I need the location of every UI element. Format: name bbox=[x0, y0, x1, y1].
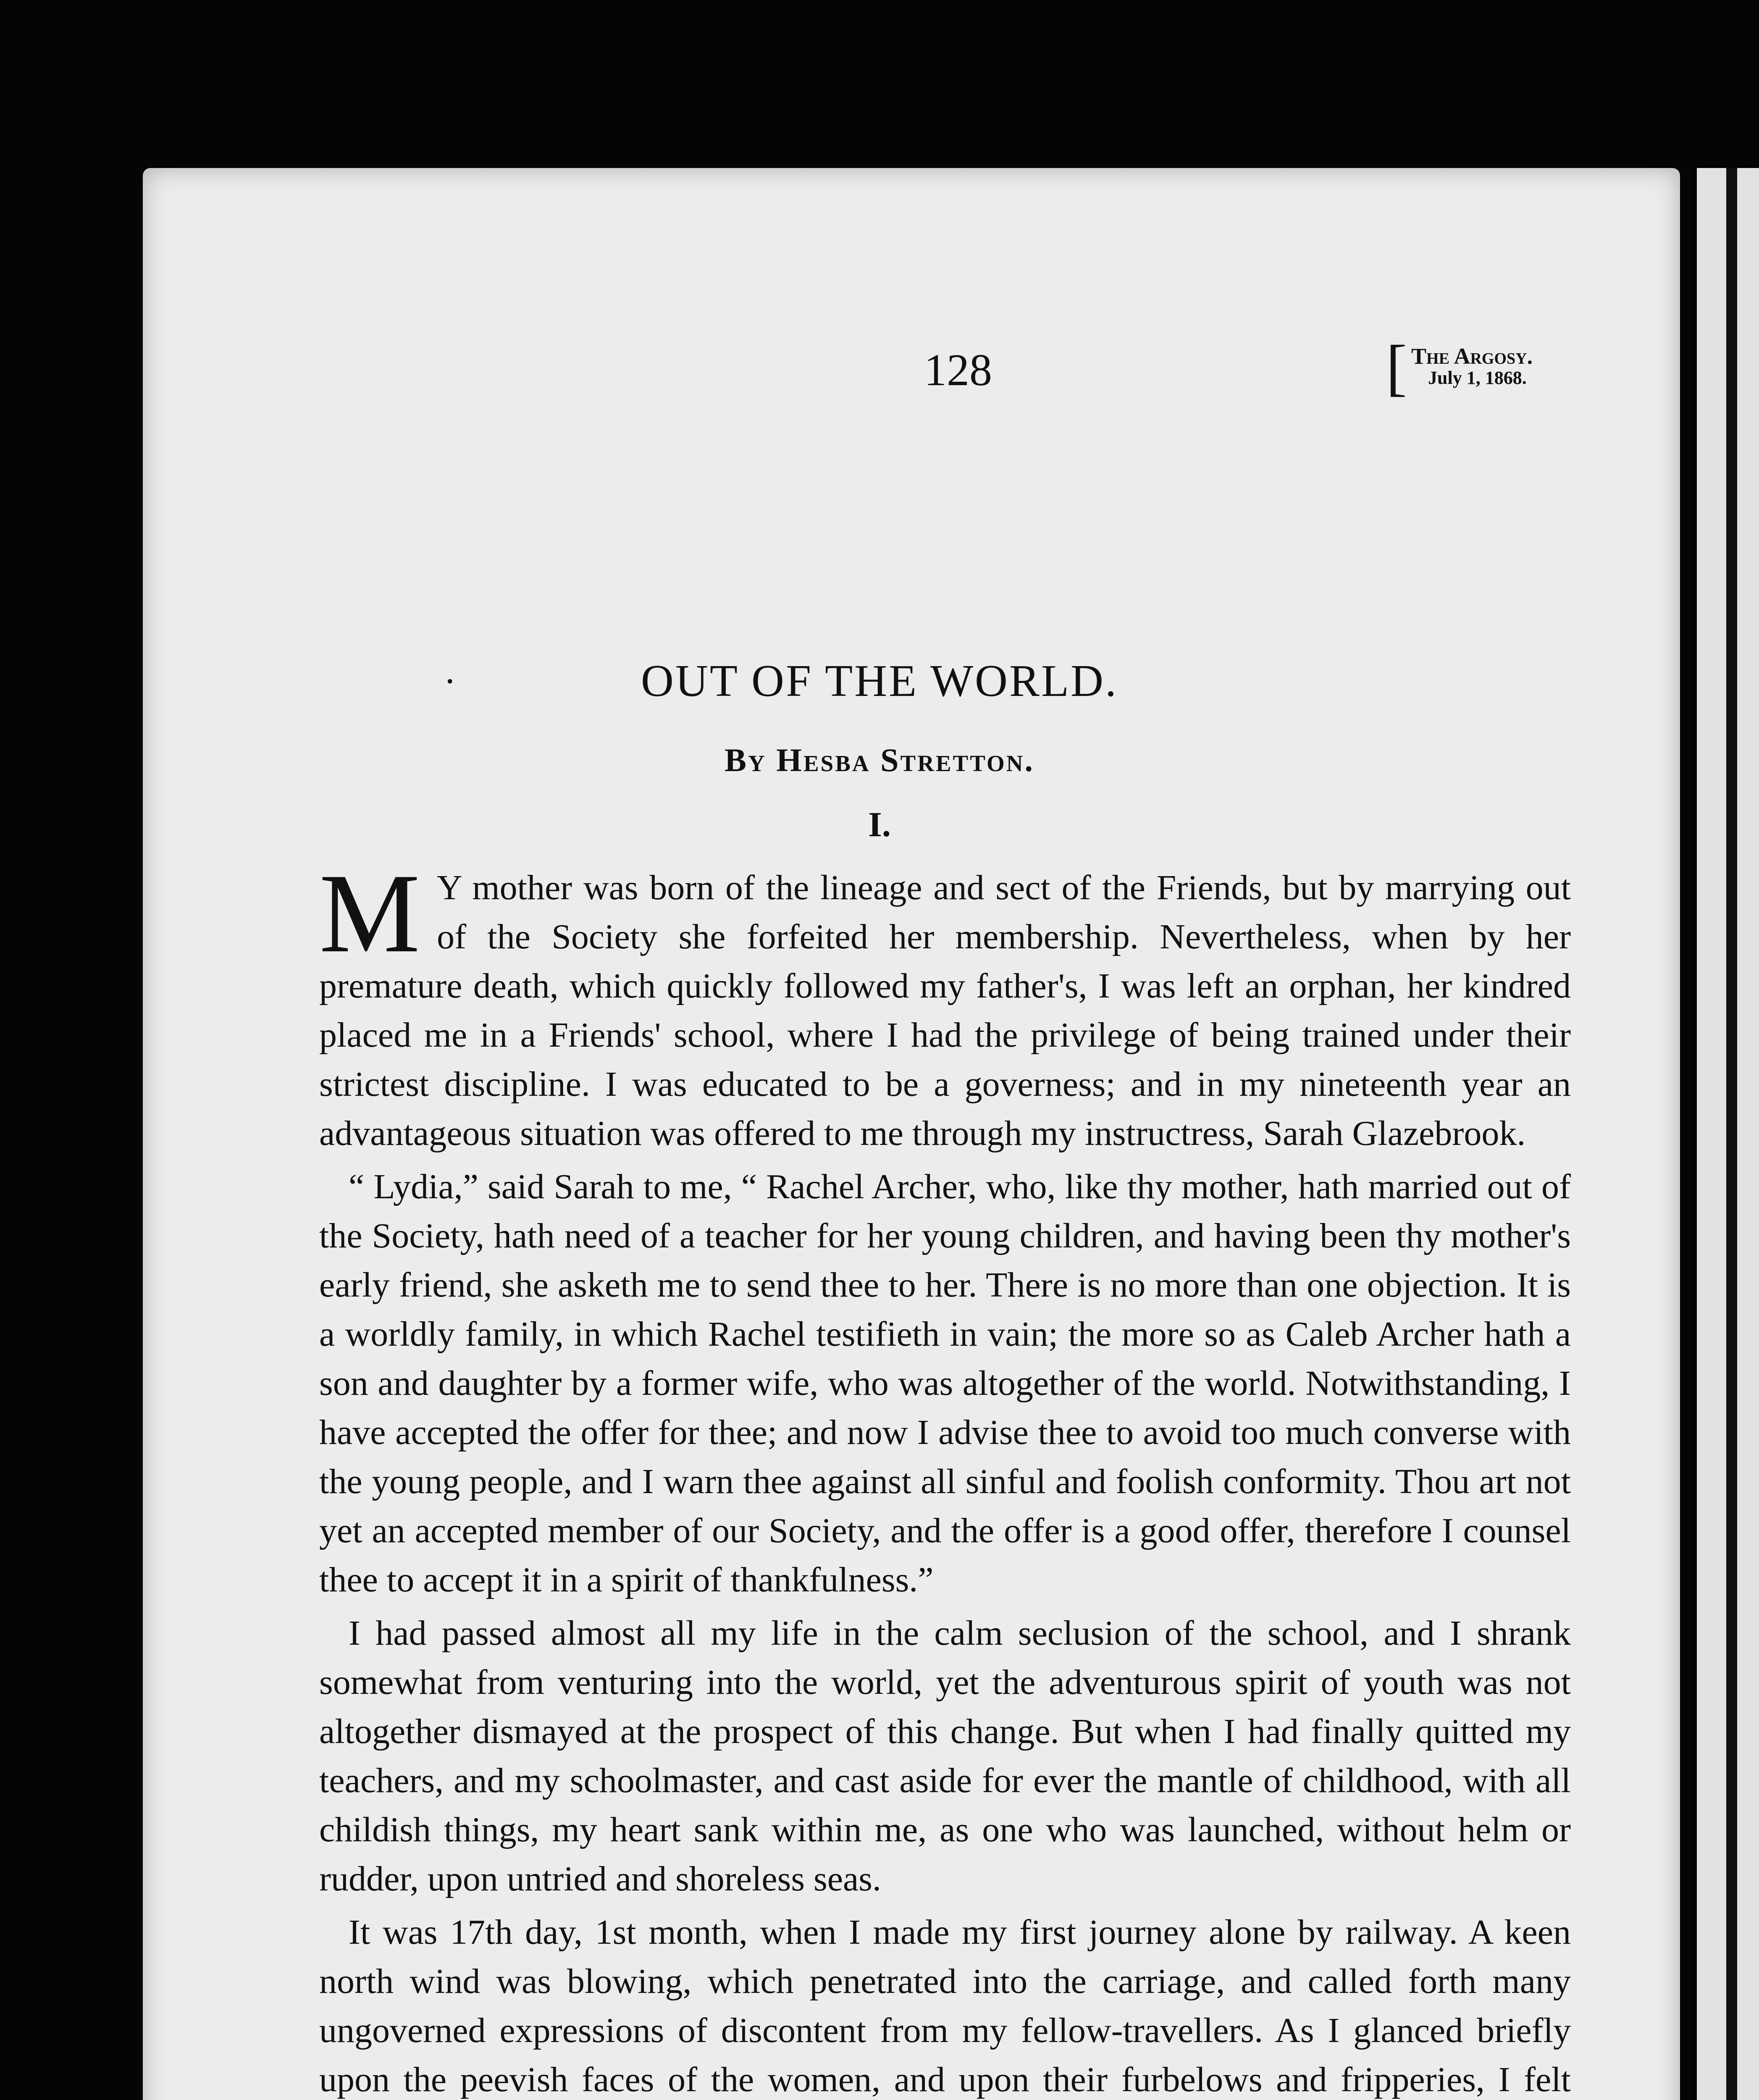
section-number: I. bbox=[868, 805, 891, 844]
journal-name: The Argosy. bbox=[1411, 344, 1533, 369]
article-author: By Hesba Stretton. bbox=[725, 742, 1034, 778]
paragraph-1-text: Y mother was born of the lineage and sect of the Friends, but by marrying out of the Society she forfeited her membership. Nevertheless, when by her premature death, which quickly followed my father's, I was left an orphan, her kindred placed me in a Friends' school, where I had the privilege of being trained under their strictest discipline. I was educated to be a governess; and in my nineteenth year an advantageous situation was offered to me through my instructress, Sarah Glazebrook. bbox=[319, 868, 1571, 1153]
issue-date: July 1, 1868. bbox=[1428, 367, 1527, 388]
adjacent-page-edge bbox=[1697, 168, 1759, 2100]
article-body bbox=[319, 850, 1571, 2100]
paragraph-1 bbox=[319, 850, 1571, 1158]
paragraph-3: I had passed almost all my life in the calm seclusion of the school, and I shrank somewhat from venturing into the world, yet the adventurous spirit of youth was not altogether dismayed at the prospect of this change. But when I had finally quitted my teachers, and my schoolmaster, and cast aside for ever the mantle of childhood, with all childish things, my heart sank within me, as one who was launched, without helm or rudder, upon untried and shoreless seas. bbox=[319, 1614, 1571, 1898]
running-head bbox=[1411, 344, 1533, 388]
drop-cap: M bbox=[319, 850, 420, 976]
article-title: OUT OF THE WORLD. bbox=[641, 656, 1118, 706]
paragraph-2: “ Lydia,” said Sarah to me, “ Rachel Archer, who, like thy mother, hath married out of the Society, hath need of a teacher for her young children, and having been thy mother's early friend, she asketh me to send thee to her. There is no more than one objection. It is a worldly family, in which Rachel testifieth in vain; the more so as Caleb Archer hath a son and daughter by a former wife, who was altogether of the world. Notwithstanding, I have accepted the offer for thee; and now I advise thee to avoid too much converse with the young people, and I warn thee against all sinful and foolish conformity. Thou art not yet an accepted member of our Society, and the offer is a good offer, therefore I counsel thee to accept it in a spirit of thankfulness.” bbox=[319, 1167, 1571, 1599]
header-bracket: [ bbox=[1386, 333, 1407, 402]
page-gutter bbox=[1726, 168, 1737, 2100]
paragraph-4: It was 17th day, 1st month, when I made my first journey alone by railway. A keen north wind was blowing, which penetrated into the carriage, and called forth many ungoverned expressions of discontent from my fellow-travellers. As I glanced briefly upon the peevish faces of the women, and upon their furbelows and fripperies, I felt bbox=[319, 1913, 1571, 2099]
ornament-dot: . bbox=[445, 650, 455, 691]
page-number: 128 bbox=[924, 345, 992, 395]
